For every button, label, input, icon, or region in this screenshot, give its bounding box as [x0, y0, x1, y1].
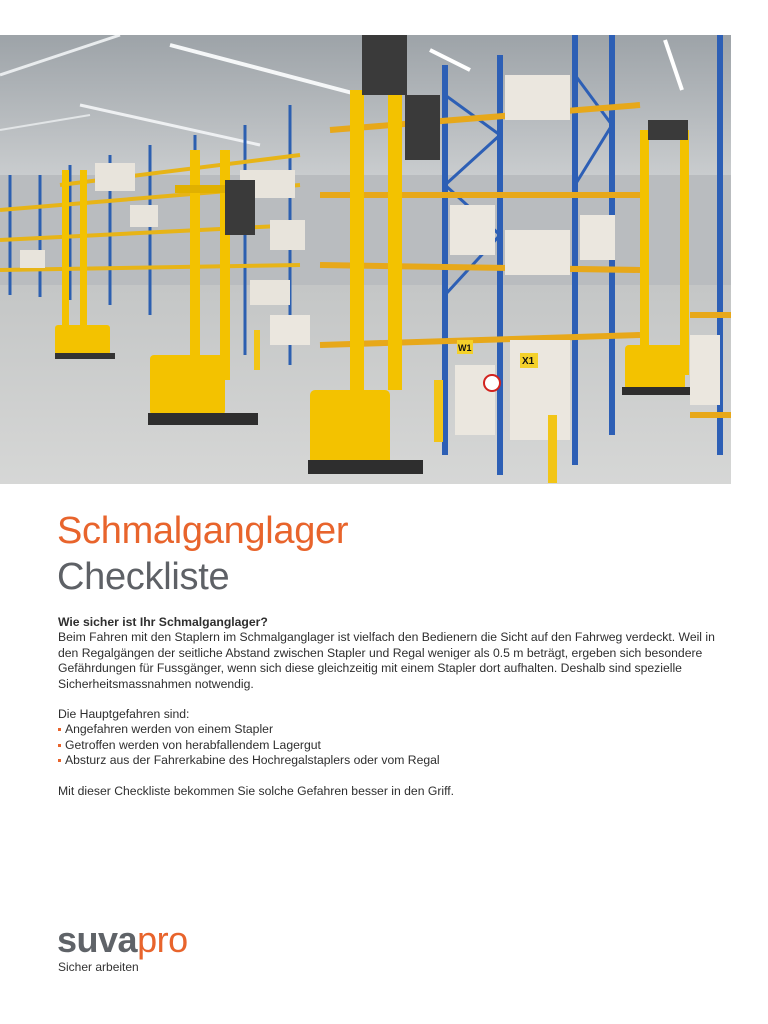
no-pedestrians-sign-icon — [484, 375, 500, 391]
title-main: Schmalganglager — [57, 510, 349, 552]
aisle-sign-w1: W1 — [458, 343, 472, 353]
brand-tagline: Sicher arbeiten — [58, 960, 139, 974]
hazards-intro: Die Hauptgefahren sind: — [58, 707, 190, 722]
intro-text: Beim Fahren mit den Staplern im Schmalganglager ist vielfach den Bedienern die Sicht auf den Fahrweg verdeckt. Weil in den Regalgängen der seitliche Abstand zwischen Stapler und Regal weniger als 0.5 m beträgt, ergeben sich besondere Gefährdungen für Fussgänger, wenn sich diese gleichzeitig mit einem Stapler dort aufhalten. Deshalb sind spezielle Sicherheitsmassnahmen notwendig. — [58, 630, 715, 691]
bullet-icon — [58, 728, 61, 731]
title-sub: Checkliste — [57, 556, 230, 598]
suvapro-logo: suvapro — [57, 919, 188, 960]
list-item: Angefahren werden von einem Stapler — [58, 722, 718, 737]
intro-heading: Wie sicher ist Ihr Schmalganglager? — [58, 615, 268, 629]
hero-photo — [0, 35, 731, 484]
hazards-list — [58, 722, 718, 768]
bullet-icon — [58, 744, 61, 747]
intro-section — [58, 615, 718, 799]
closing-text: Mit dieser Checkliste bekommen Sie solche Gefahren besser in den Griff. — [58, 783, 455, 798]
list-item: Absturz aus der Fahrerkabine des Hochregalstaplers oder vom Regal — [58, 753, 718, 768]
aisle-sign-x1: X1 — [522, 356, 535, 367]
page-title — [57, 508, 348, 600]
list-item: Getroffen werden von herabfallendem Lagergut — [58, 738, 718, 753]
bullet-icon — [58, 759, 61, 762]
